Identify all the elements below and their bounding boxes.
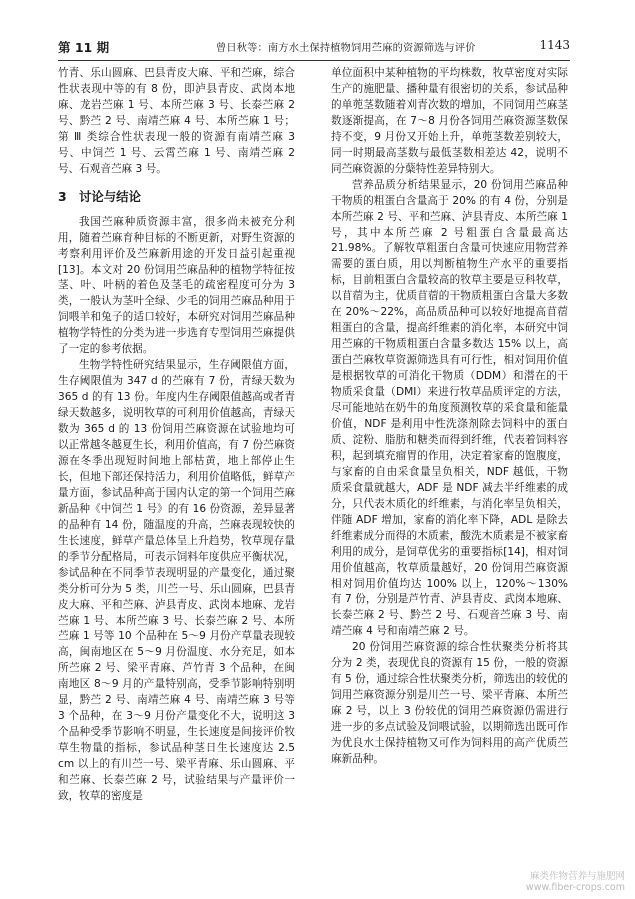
continued-paragraph: 竹青、乐山圆麻、巴县青皮大麻、平和苎麻，综合性状表现中等的有 8 份，即泸县青皮、武岗本地麻、龙岩苎麻 1 号、本所苎麻 3 号、长泰苎麻 2 号、黔苎 2 号、南靖苎麻 4 号、本所苎麻 1 号；第 Ⅲ 类综合性状表现一般的资源有南靖苎麻 3 号、中饲苎 1 号、云霄苎麻 1 号、南靖苎麻 2 号、石观音苎麻 3 号。	[58, 67, 295, 175]
continued-paragraph-right: 单位面积中某种植物的平均株数，牧草密度对实际生产的施肥量、播种量有很密切的关系，参试品种的单蔸茎数随着刈青次数的增加，不同饲用苎麻茎数逐渐提高，在 7～8 月份各饲用苎麻资源茎数保持不变，9 月份又开始上升，单蔸茎数差别较大，同一时期最高茎数与最低茎数相差达 42，说明不同苎麻资源的分蘖特性差异特别大。	[331, 67, 568, 175]
section-heading: 3 讨论与结论	[58, 188, 141, 204]
watermark	[526, 871, 625, 893]
right-column	[331, 66, 568, 768]
conclusion-paragraph: 20 份饲用苎麻资源的综合性状聚类分析将其分为 2 类，表现优良的资源有 15 份，一般的资源有 5 份，通过综合性状聚类分析，筛选出的较优的饲用苎麻资源分别是川苎一号、梁平青麻、本所苎麻 2 号，以上 3 份较优的饲用苎麻资源仍需进行进一步的多点试验及饲喂试验，以期筛选出既可作为优良水土保持植物又可作为饲料用的高产优质苎麻新品种。	[331, 641, 568, 765]
running-header	[58, 38, 570, 58]
nutrition-paragraph: 营养品质分析结果显示，20 份饲用苎麻品种干物质的粗蛋白含量高于 20% 的有 4 份，分别是本所苎麻 2 号、平和苎麻、泸县青皮、本所苎麻 1 号，其中本所苎麻 2 号粗蛋白含量最高达 21.98%。了解牧草粗蛋白含量可快速应用物营养需要的蛋白质，用以判断植物生产水平的重要指标，目前粗蛋白含量较高的牧草主要是豆科牧草，以苜蓿为主，优质苜蓿的干物质粗蛋白含量大多数在 20%～22%，高品质品种可以较好地提高苜蓿粗蛋白的含量，提高纤维素的消化率，本研究中饲用苎麻的干物质粗蛋白含量多数达 15% 以上，高蛋白苎麻牧草资源筛选具有可行性，相对饲用价值是根据牧草的可消化干物质（DDM）和潜在的干物质采食量（DMI）来进行牧草品质评定的方法，尽可能地站在奶牛的角度预测牧草的采食量和能量价值，NDF 是利用中性洗涤剂除去饲料中的蛋白质、淀粉、脂肪和糖类而得到纤维，代表着饲料容积，起到填充瘤胃的作用，决定着家畜的饱腹度，与家畜的自由采食量呈负相关，NDF 越低，干物质采食量就越大，ADF 是 NDF 减去半纤维素的成分，只代表木质化的纤维素，与消化率呈负相关，伴随 ADF 增加，家畜的消化率下降，ADL 是除去纤维素成分而得的木质素，酸洗木质素是不被家畜利用的成分，是饲草优劣的重要指标[14]，相对饲用价值越高，牧草质量越好，20 份饲用苎麻资源相对饲用价值均达 100% 以上，120%～130% 有 7 份，分别是芦竹青、泸县青皮、武岗本地麻、长泰苎麻 2 号、黔苎 2 号、石观音苎麻 3 号、南靖苎麻 4 号和南靖苎麻 2 号。	[331, 178, 568, 638]
watermark-site-name: 麻类作物营养与施肥网	[529, 871, 625, 882]
running-title: 曾日秋等：南方水土保持植物饲用苎麻的资源筛选与评价	[216, 43, 476, 54]
watermark-url: www.fiber-crops.com	[525, 882, 625, 893]
left-column	[58, 66, 295, 805]
discussion-paragraph-1: 我国苎麻种质资源丰富，很多尚未被充分利用，随着苎麻育种目标的不断更新，对野生资源的考察利用评价及苎麻新用途的开发日益引起重视[13]。本文对 20 份饲用苎麻品种的植物学特征按茎、叶、叶柄的着色及茎毛的疏密程度可分为 3 类，一般认为茎叶全绿、少毛的饲用苎麻品种用于饲喂羊和兔子的适口较好，本研究对饲用苎麻品种植物学特性的分类为进一步选育专型饲用苎麻提供了一定的参考依据。	[58, 215, 295, 356]
header-rule	[58, 60, 570, 61]
issue-number: 第 11 期	[58, 40, 110, 55]
page-number: 1143	[539, 38, 570, 52]
discussion-paragraph-2: 生物学特性研究结果显示，生存阈限值方面，生存阈限值为 347 d 的苎麻有 7 份，青绿天数为 365 d 的有 13 份。年度内生存阈限值越高或者青绿天数越多，说明牧草的可利用价值越高，青绿天数为 365 d 的 13 份饲用苎麻资源在试验地均可以正常越冬越夏生长，利用价值高，有 7 份苎麻资源在冬季出现短时间地上部枯黄，地上部停止生长，但地下部还保持活力，利用价值略低，鲜草产量方面，参试品种高于国内认定的第一个饲用苎麻新品种《中饲苎 1 号》的有 16 份资源，差异显著的品种有 14 份，随温度的升高，苎麻表现较快的生长速度，鲜草产量总体呈上升趋势，牧草现存量的季节分配格局，可表示饲料年度供应平衡状况，参试品种在不同季节表现明显的产量变化，通过聚类分析可分为 5 类，川苎一号、乐山圆麻，巴县青皮大麻、平和苎麻、泸县青皮、武岗本地麻、龙岩苎麻 1 号、本所苎麻 3 号、长泰苎麻 2 号、本所苎麻 1 号等 10 个品种在 5～9 月份产草量表现较高，闽南地区在 5～9 月份温度、水分充足，如本所苎麻 2 号、梁平青麻、芦竹青 3 个品种，在闽南地区 8～9 月的产量特别高，受季节影响特别明显，黔苎 2 号、南靖苎麻 4 号、南靖苎麻 3 号等 3 个品种，在 3～9 月份产量变化不大，说明这 3 个品种受季节影响不明显，生长速度是间接评价牧草生物量的指标，参试品种茎日生长速度达 2.5 cm 以上的有川苎一号、梁平青麻、乐山圆麻、平和苎麻、长泰苎麻 2 号，试验结果与产量评价一致，牧草的密度是	[58, 359, 295, 802]
